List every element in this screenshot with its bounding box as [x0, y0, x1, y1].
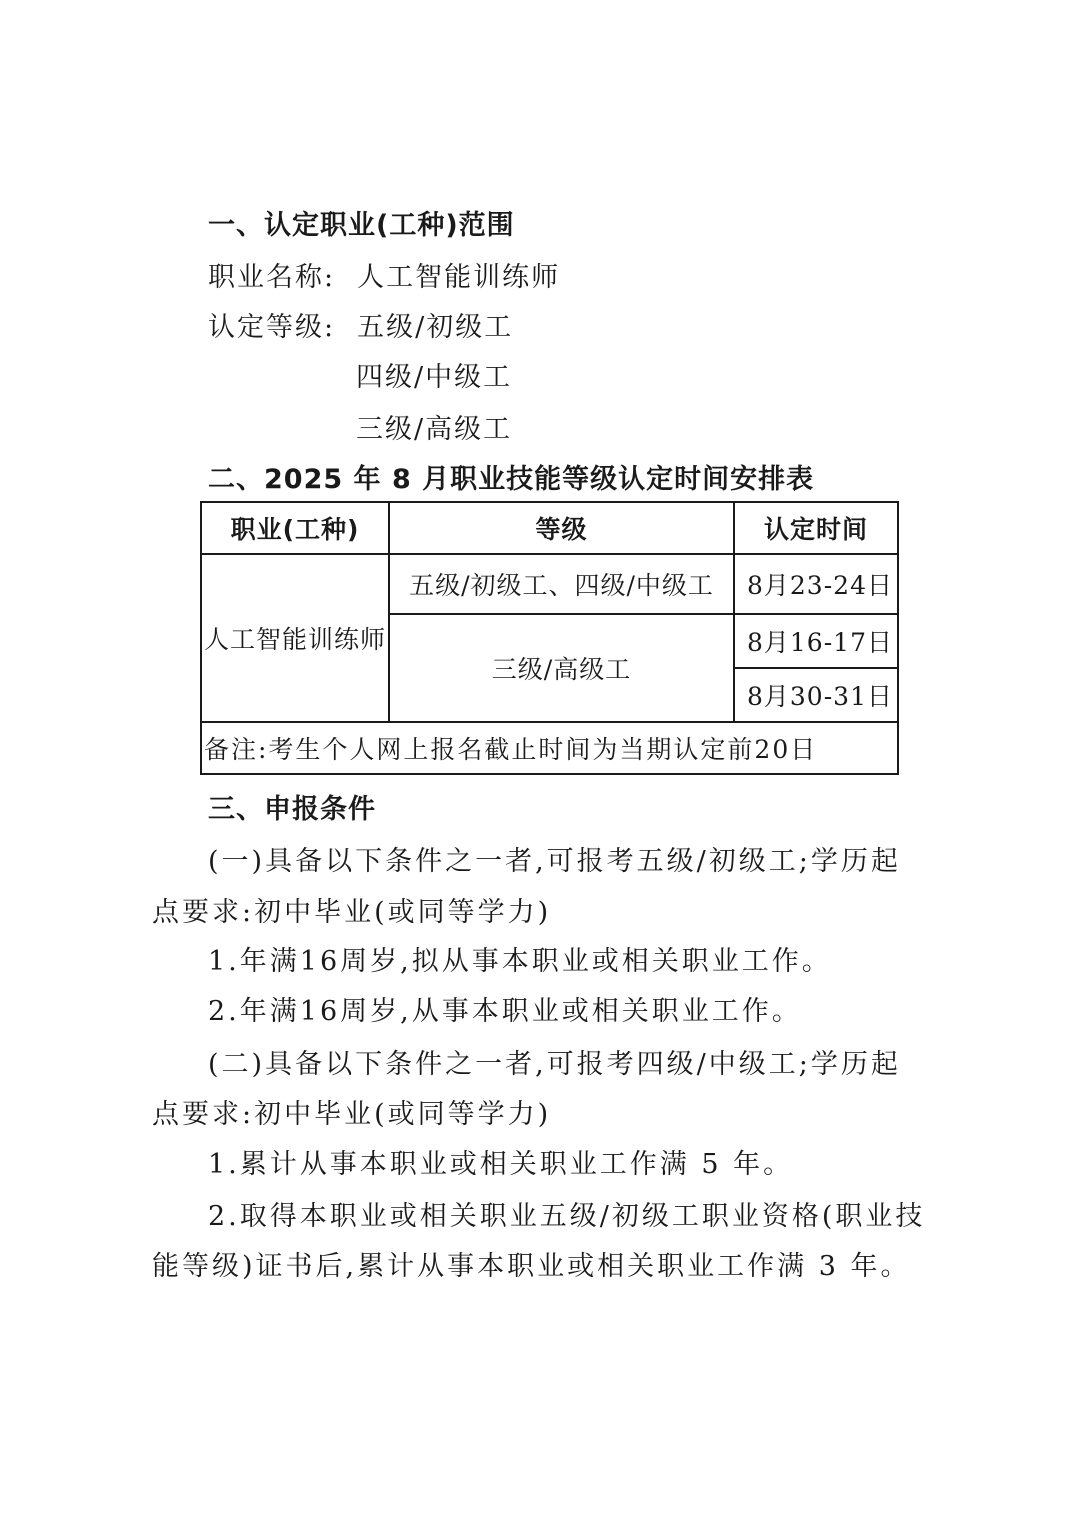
occupation-row [208, 258, 560, 298]
block2-line2: 点要求:初中毕业(或同等学力) [152, 1099, 552, 1130]
block1-item-1: 1.年满16周岁,拟从事本职业或相关职业工作。 [208, 946, 832, 977]
block2-item-1: 1.累计从事本职业或相关职业工作满 5 年。 [208, 1149, 794, 1180]
block2-item-2-cont: 能等级)证书后,累计从事本职业或相关职业工作满 3 年。 [152, 1251, 911, 1282]
table-header-row [201, 502, 898, 554]
header-level: 等级 [389, 502, 734, 554]
cell-time-2: 8月16-17日 [734, 614, 898, 668]
table-note: 备注:考生个人网上报名截止时间为当期认定前20日 [201, 722, 898, 774]
block1-item-2: 2.年满16周岁,从事本职业或相关职业工作。 [208, 996, 802, 1027]
header-time: 认定时间 [734, 502, 898, 554]
level-item-3: 三级/高级工 [356, 414, 513, 445]
occupation-label: 职业名称: [208, 262, 336, 293]
schedule-table [200, 501, 899, 775]
table-note-row [201, 722, 898, 774]
section1-title: 一、认定职业(工种)范围 [208, 210, 515, 241]
occupation-value: 人工智能训练师 [357, 262, 561, 293]
cell-time-1: 8月23-24日 [734, 554, 898, 614]
section3-title: 三、申报条件 [208, 794, 376, 825]
block1-line1: (一)具备以下条件之一者,可报考五级/初级工;学历起 [208, 846, 901, 877]
block1-line2: 点要求:初中毕业(或同等学力) [152, 897, 552, 928]
cell-occupation: 人工智能训练师 [201, 554, 389, 722]
level-item-2: 四级/中级工 [356, 362, 513, 393]
level-label: 认定等级: [208, 312, 336, 343]
cell-time-3: 8月30-31日 [734, 668, 898, 722]
cell-level-2: 三级/高级工 [389, 614, 734, 722]
section2-title: 二、2025 年 8 月职业技能等级认定时间安排表 [208, 464, 815, 495]
level-item-1: 五级/初级工 [357, 312, 514, 343]
table-row [201, 554, 898, 614]
level-row [208, 308, 513, 348]
cell-level-1: 五级/初级工、四级/中级工 [389, 554, 734, 614]
block2-item-2: 2.取得本职业或相关职业五级/初级工职业资格(职业技 [208, 1201, 926, 1232]
block2-line1: (二)具备以下条件之一者,可报考四级/中级工;学历起 [208, 1049, 901, 1080]
header-occupation: 职业(工种) [201, 502, 389, 554]
